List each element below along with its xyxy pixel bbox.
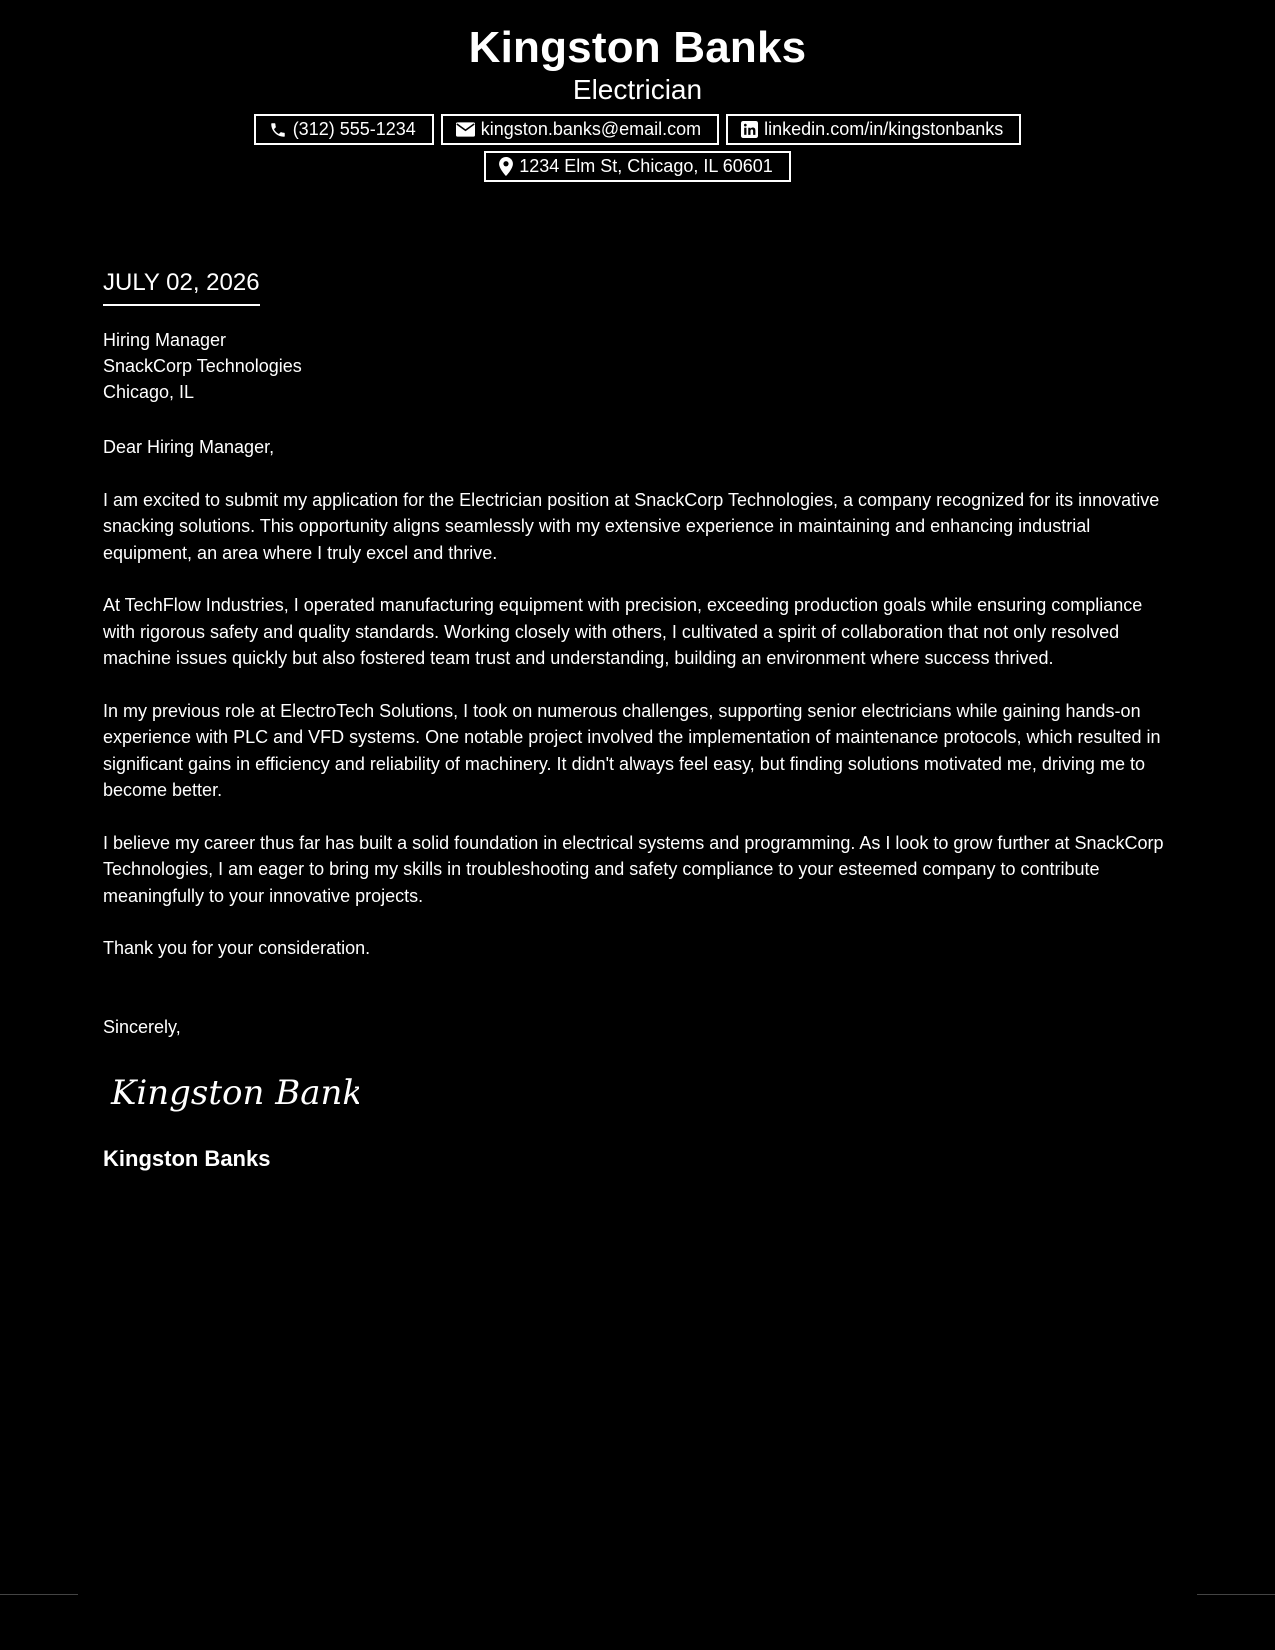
recipient-line: Hiring Manager: [103, 330, 227, 350]
letter-date: JULY 02, 2026: [103, 266, 260, 306]
envelope-icon: [456, 122, 475, 137]
body-paragraph: At TechFlow Industries, I operated manufacturing equipment with precision, exceeding production goals while ensuring compliance with rigorous safety and quality standards. Working closely with others, I cultivated a spirit of collaboration that not only resolved machine issues quickly but also fostered team trust and understanding, building an environment where success thrived.: [103, 595, 1143, 668]
linkedin-chip[interactable]: [726, 114, 1021, 145]
handwritten-signature: [109, 1068, 1173, 1116]
footer-divider: [0, 1594, 78, 1595]
body-paragraph: In my previous role at ElectroTech Solutions, I took on numerous challenges, supporting senior electricians while gaining hands-on experience with PLC and VFD systems. One notable project involved the implementation of maintenance protocols, which resulted in significant gains in efficiency and reliability of machinery. It didn't always feel easy, but finding solutions motivated me, driving me to become better.: [103, 700, 1161, 800]
applicant-title: Electrician: [572, 74, 703, 105]
phone-icon: [269, 121, 287, 139]
signer-name: Kingston Banks: [103, 1146, 271, 1171]
body-paragraph: I believe my career thus far has built a solid foundation in electrical systems and programming. As I look to grow further at SnackCorp Technologies, I am eager to bring my skills in troubleshooting and safety compliance to your esteemed company to contribute meaningfully to your innovative projects.: [103, 832, 1164, 906]
phone-chip[interactable]: [254, 114, 434, 145]
contact-row-address: [0, 151, 1275, 182]
footer-divider: [1197, 1594, 1275, 1595]
recipient-line: Chicago, IL: [103, 382, 195, 402]
signature-text: Kingston Banks: [111, 1073, 359, 1113]
letter-body: [103, 266, 1173, 1174]
contact-row: [0, 114, 1275, 145]
address-text: 1234 Elm St, Chicago, IL 60601: [519, 156, 773, 176]
applicant-name: Kingston Banks: [468, 23, 807, 72]
recipient-block: [103, 327, 1173, 405]
recipient-line: SnackCorp Technologies: [103, 356, 302, 376]
salutation: Dear Hiring Manager,: [103, 437, 275, 457]
address-chip[interactable]: [484, 151, 791, 182]
email-chip[interactable]: [441, 114, 719, 145]
email-text: kingston.banks@email.com: [480, 119, 702, 139]
map-pin-icon: [499, 157, 513, 176]
body-paragraph: Thank you for your consideration.: [103, 938, 371, 958]
linkedin-text: linkedin.com/in/kingstonbanks: [764, 119, 1004, 139]
body-paragraph: I am excited to submit my application for the Electrician position at SnackCorp Technologies, a company recognized for its innovative snacking solutions. This opportunity aligns seamlessly with my extensive experience in maintaining and enhancing industrial equipment, an area where I truly excel and thrive.: [103, 489, 1160, 563]
phone-text: (312) 555-1234: [292, 119, 416, 139]
letter-header: [0, 22, 1275, 106]
closing: Sincerely,: [103, 1016, 181, 1037]
linkedin-icon: [741, 121, 758, 138]
